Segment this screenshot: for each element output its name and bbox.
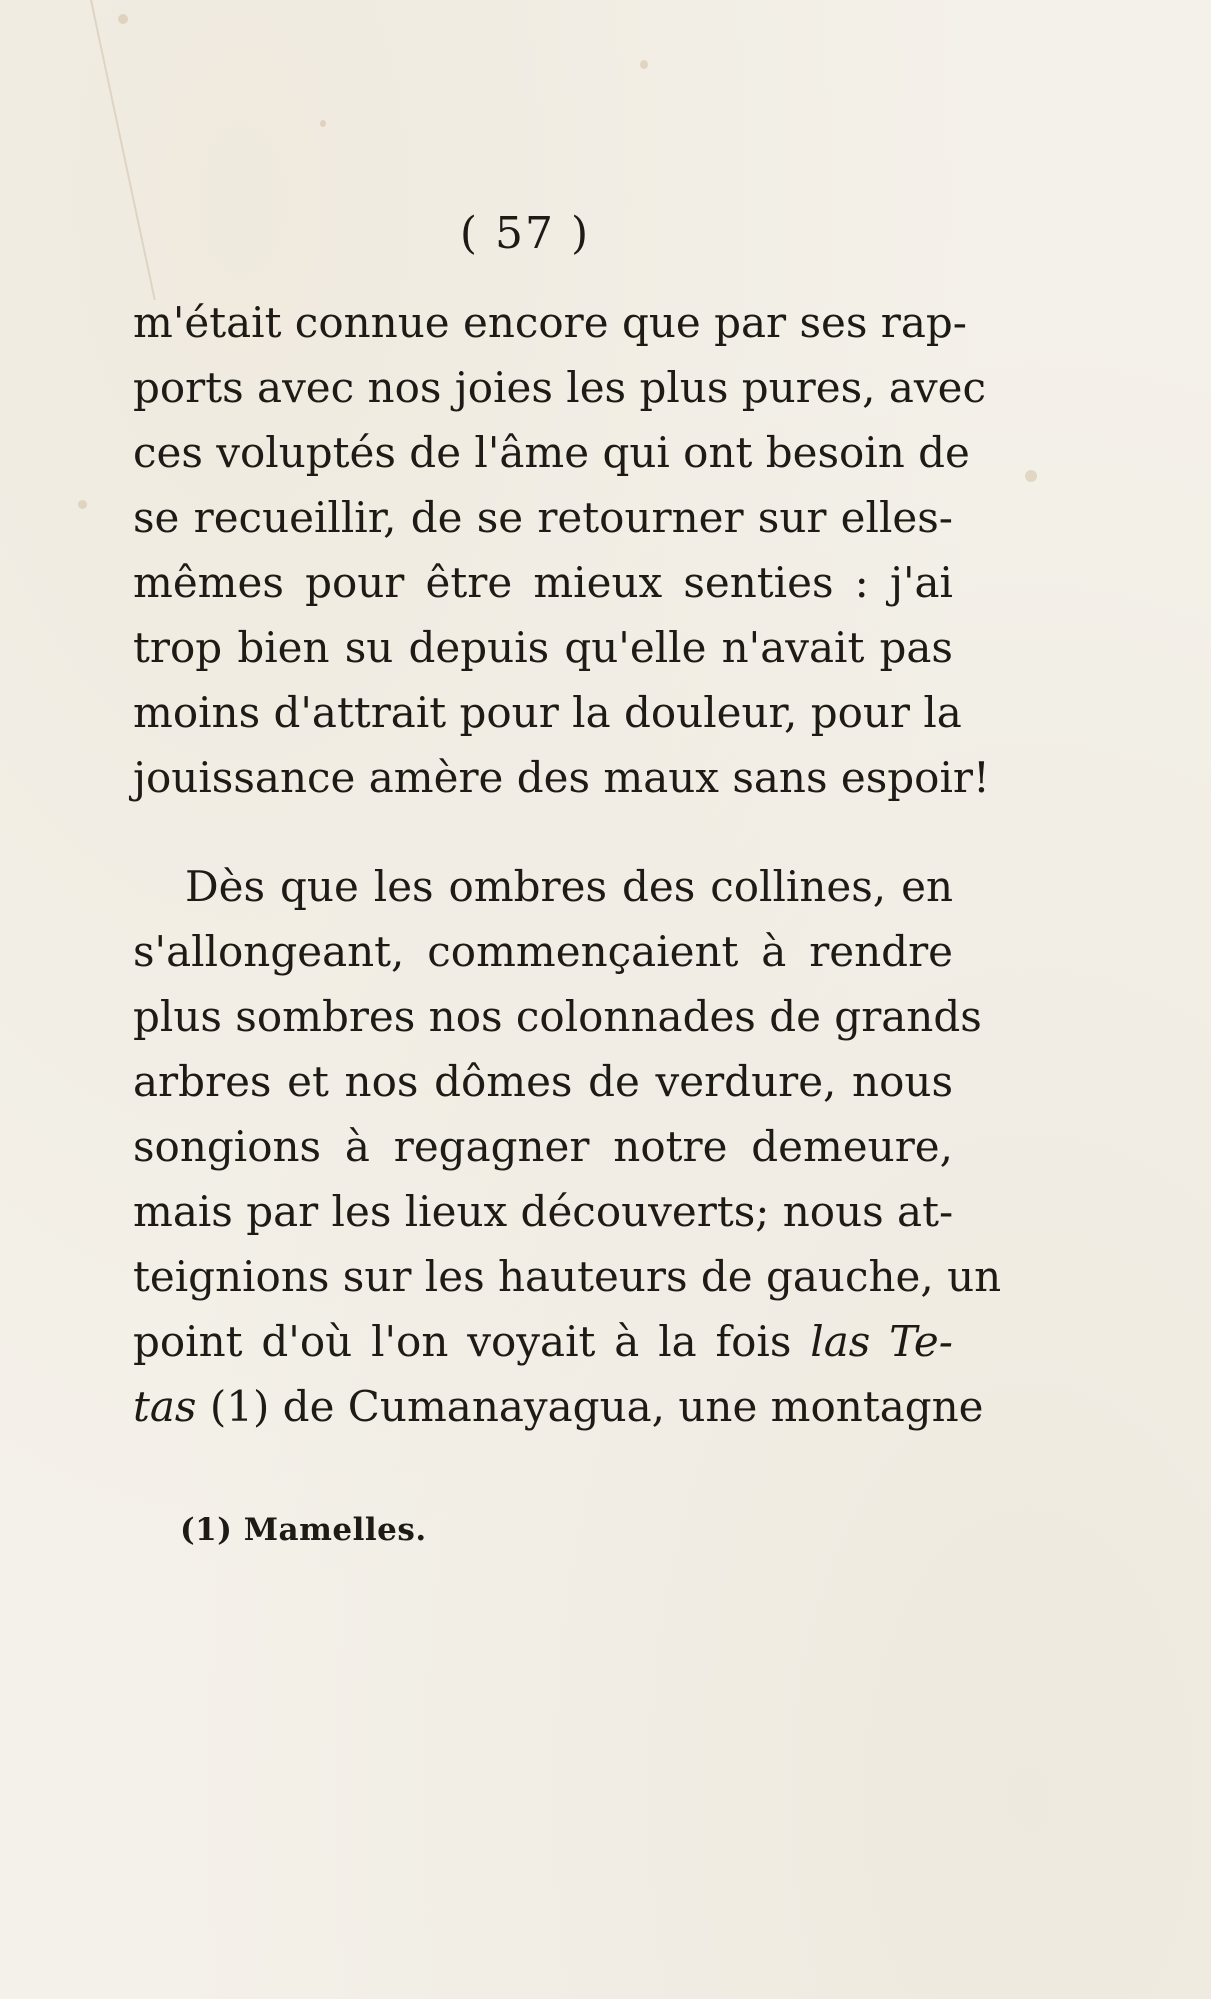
text-line: mais par les lieux découverts; nous at-: [133, 1187, 954, 1236]
text-line: songions à regagner notre demeure,: [133, 1122, 953, 1171]
text-line: teignions sur les hauteurs de gauche, un: [133, 1252, 1002, 1301]
italic-text: tas: [133, 1382, 197, 1431]
text-run: point d'où l'on voyait à la fois: [133, 1317, 811, 1366]
foxing-spot: [640, 60, 648, 69]
text-line: ces voluptés de l'âme qui ont besoin de: [133, 428, 970, 477]
paragraph-gap: [133, 810, 953, 854]
page-number: ( 57 ): [459, 208, 591, 259]
text-line: trop bien su depuis qu'elle n'avait pas: [133, 623, 953, 672]
text-line: se recueillir, de se retourner sur elles-: [133, 493, 953, 542]
text-line: plus sombres nos colonnades de grands: [133, 992, 982, 1041]
text-line: Dès que les ombres des collines, en: [185, 862, 953, 911]
text-line: mêmes pour être mieux senties : j'ai: [133, 558, 953, 607]
text-line: [133, 1309, 953, 1374]
text-line: s'allongeant, commençaient à rendre: [133, 927, 953, 976]
foxing-spot: [320, 120, 326, 127]
foxing-spot: [78, 500, 87, 509]
text-line: moins d'attrait pour la douleur, pour la: [133, 688, 962, 737]
body-text: [133, 290, 1002, 1439]
foxing-spot: [1025, 470, 1037, 482]
text-run: (1) de Cumanayagua, une montagne: [196, 1382, 984, 1431]
text-line: arbres et nos dômes de verdure, nous: [133, 1057, 953, 1106]
text-line: [133, 1374, 984, 1439]
text-line: ports avec nos joies les plus pures, avec: [133, 363, 987, 412]
italic-text: las Te-: [810, 1317, 953, 1366]
text-line: m'était connue encore que par ses rap-: [133, 298, 967, 347]
foxing-spot: [118, 14, 128, 24]
footnote: (1) Mamelles.: [180, 1512, 427, 1548]
text-line: jouissance amère des maux sans espoir!: [133, 753, 990, 802]
